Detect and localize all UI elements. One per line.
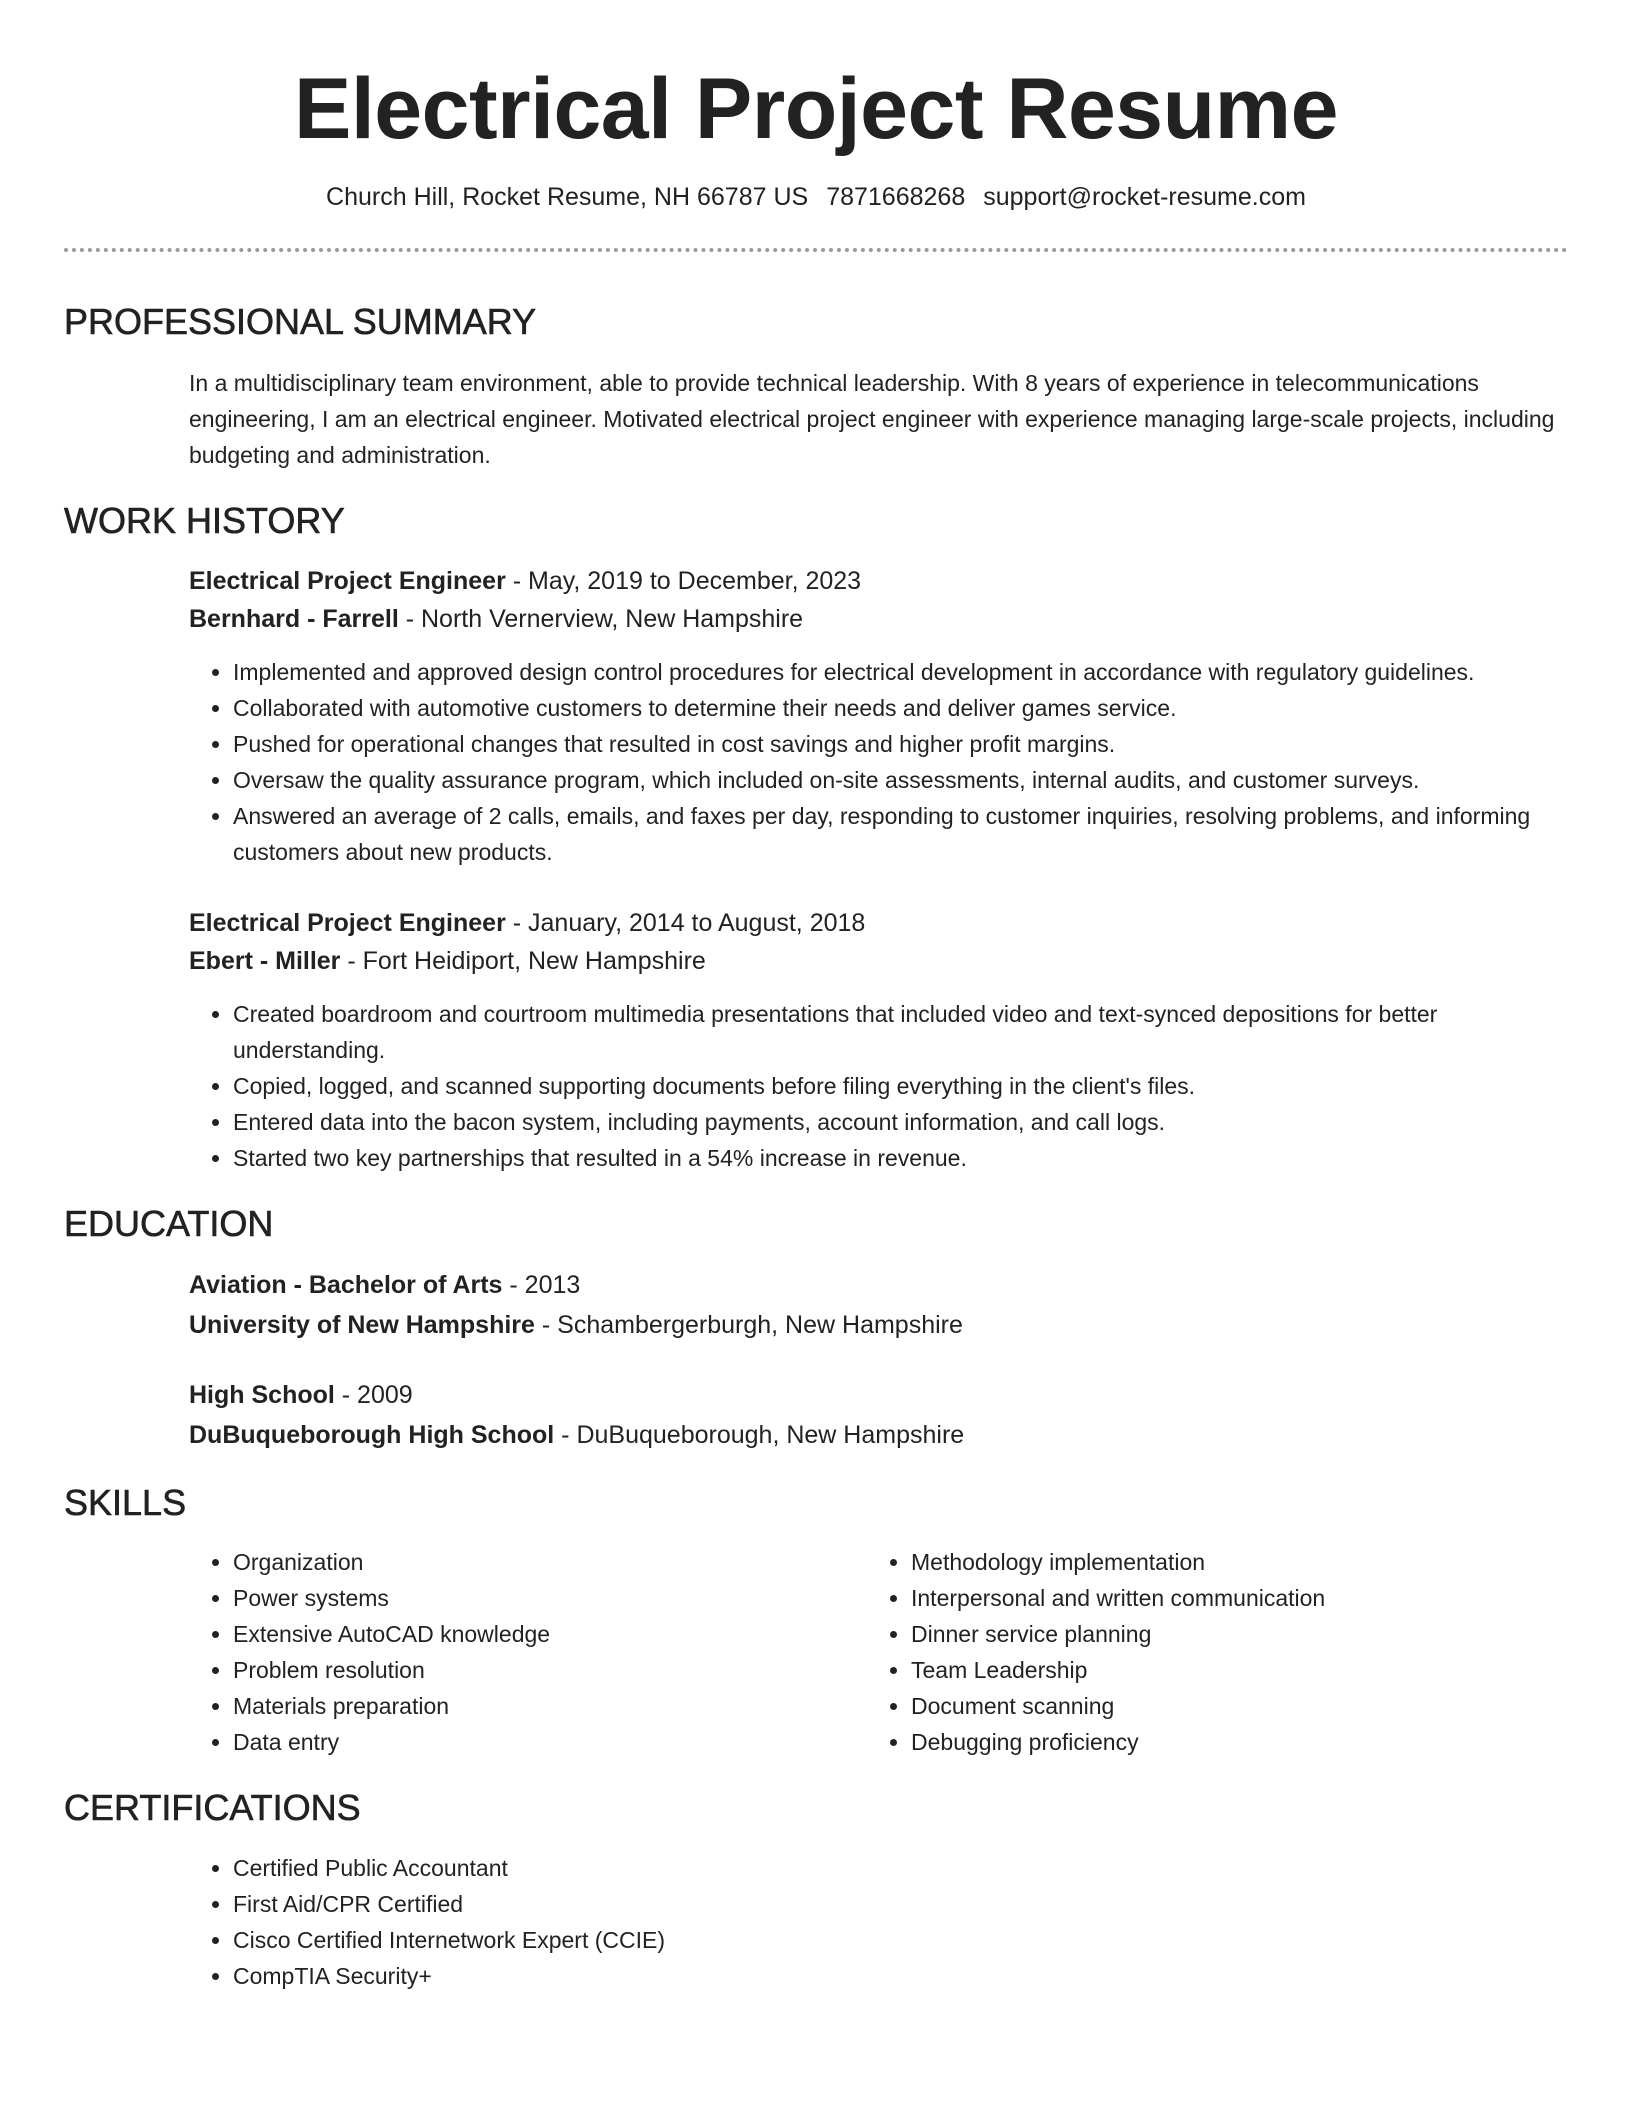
job-dates: - January, 2014 to August, 2018 — [505, 909, 866, 938]
job-bullet: • Answered an average of 2 calls, emails, and faxes per day, responding to customer inquiries, resolving problems, and informing customers about new products. — [233, 798, 1568, 870]
job-company: Bernhard - Farrell — [189, 605, 399, 634]
work-history-title: WORK HISTORY — [64, 499, 345, 541]
work-history-section — [64, 499, 1568, 1176]
certifications-body — [189, 1850, 1568, 1994]
school-name: DuBuqueborough High School — [189, 1421, 555, 1450]
job-location: - Fort Heidiport, New Hampshire — [340, 947, 706, 976]
resume-name: Electrical Project Resume — [294, 61, 1338, 157]
job-bullet: • Pushed for operational changes that resulted in cost savings and higher profit margins. — [233, 726, 1568, 762]
degree-line — [189, 1375, 1568, 1415]
skill-item: • Data entry — [233, 1724, 867, 1760]
resume-header — [64, 0, 1568, 252]
skill-item: • Problem resolution — [233, 1652, 867, 1688]
job-company-line — [189, 600, 1568, 638]
job-bullet: • Implemented and approved design control procedures for electrical development in accordance with regulatory guidelines. — [233, 654, 1568, 690]
school-line — [189, 1305, 1568, 1345]
skill-item: • Dinner service planning — [911, 1616, 1545, 1652]
education-entry — [189, 1375, 1568, 1455]
job-bullet: • Collaborated with automotive customers to determine their needs and deliver games service. — [233, 690, 1568, 726]
school-name: University of New Hampshire — [189, 1311, 535, 1340]
job-company: Ebert - Miller — [189, 947, 341, 976]
header-divider — [64, 248, 1568, 252]
skill-item: • Document scanning — [911, 1688, 1545, 1724]
job-role: Electrical Project Engineer — [189, 567, 506, 596]
education-entry — [189, 1265, 1568, 1345]
degree-line — [189, 1265, 1568, 1305]
job-bullet: • Entered data into the bacon system, including payments, account information, and call logs. — [233, 1104, 1568, 1140]
job-company-line — [189, 942, 1568, 980]
skill-item: • Materials preparation — [233, 1688, 867, 1724]
job-entry — [189, 562, 1568, 870]
certification-item: • Certified Public Accountant — [233, 1850, 1568, 1886]
skill-item: • Debugging proficiency — [911, 1724, 1545, 1760]
job-role: Electrical Project Engineer — [189, 909, 506, 938]
skills-column-right — [867, 1544, 1545, 1760]
skill-item: • Extensive AutoCAD knowledge — [233, 1616, 867, 1652]
job-location: - North Vernerview, New Hampshire — [398, 605, 804, 634]
certifications-section — [64, 1786, 1568, 1993]
job-title-line — [189, 904, 1568, 942]
degree-name: Aviation - Bachelor of Arts — [189, 1271, 503, 1300]
skill-item: • Interpersonal and written communication — [911, 1580, 1545, 1616]
skill-item: • Organization — [233, 1544, 867, 1580]
skills-grid — [189, 1544, 1568, 1760]
job-bullet: • Copied, logged, and scanned supporting documents before filing everything in the client's files. — [233, 1068, 1568, 1104]
job-dates: - May, 2019 to December, 2023 — [505, 567, 862, 596]
certifications-list — [189, 1850, 1568, 1994]
skills-title: SKILLS — [64, 1482, 187, 1524]
degree-name: High School — [189, 1381, 335, 1410]
education-body — [189, 1265, 1568, 1455]
degree-year: - 2009 — [334, 1381, 413, 1410]
job-entry — [189, 904, 1568, 1176]
certifications-title: CERTIFICATIONS — [64, 1787, 361, 1829]
education-title: EDUCATION — [64, 1203, 274, 1245]
contact-phone: 7871668268 — [826, 183, 966, 212]
contact-line — [64, 181, 1568, 214]
job-bullet: • Started two key partnerships that resulted in a 54% increase in revenue. — [233, 1140, 1568, 1176]
contact-email[interactable]: support@rocket-resume.com — [983, 183, 1306, 212]
skill-item: • Team Leadership — [911, 1652, 1545, 1688]
summary-text: In a multidisciplinary team environment, able to provide technical leadership. With 8 years of experience in telecommunications engineering, I am an electrical engineer. Motivated electrical project engineer with experience managing large-scale projects, including budgeting and administration. — [189, 369, 1555, 468]
summary-section — [64, 300, 1568, 473]
summary-title: PROFESSIONAL SUMMARY — [64, 300, 537, 342]
job-bullets — [189, 996, 1568, 1176]
certification-item: • CompTIA Security+ — [233, 1958, 1568, 1994]
education-section — [64, 1202, 1568, 1455]
school-line — [189, 1415, 1568, 1455]
school-location: - Schambergerburgh, New Hampshire — [534, 1311, 963, 1340]
certification-item: • Cisco Certified Internetwork Expert (CCIE) — [233, 1922, 1568, 1958]
school-location: - DuBuqueborough, New Hampshire — [554, 1421, 965, 1450]
skill-item: • Power systems — [233, 1580, 867, 1616]
skills-column-left — [189, 1544, 867, 1760]
job-bullet: • Created boardroom and courtroom multimedia presentations that included video and text-synced depositions for better understanding. — [233, 996, 1568, 1068]
job-title-line — [189, 562, 1568, 600]
job-bullet: • Oversaw the quality assurance program, which included on-site assessments, internal audits, and customer surveys. — [233, 762, 1568, 798]
contact-address: Church Hill, Rocket Resume, NH 66787 US — [326, 183, 809, 212]
certification-item: • First Aid/CPR Certified — [233, 1886, 1568, 1922]
job-bullets — [189, 654, 1568, 870]
skills-section — [64, 1481, 1568, 1760]
work-history-body — [189, 562, 1568, 1176]
degree-year: - 2013 — [502, 1271, 581, 1300]
skill-item: • Methodology implementation — [911, 1544, 1545, 1580]
